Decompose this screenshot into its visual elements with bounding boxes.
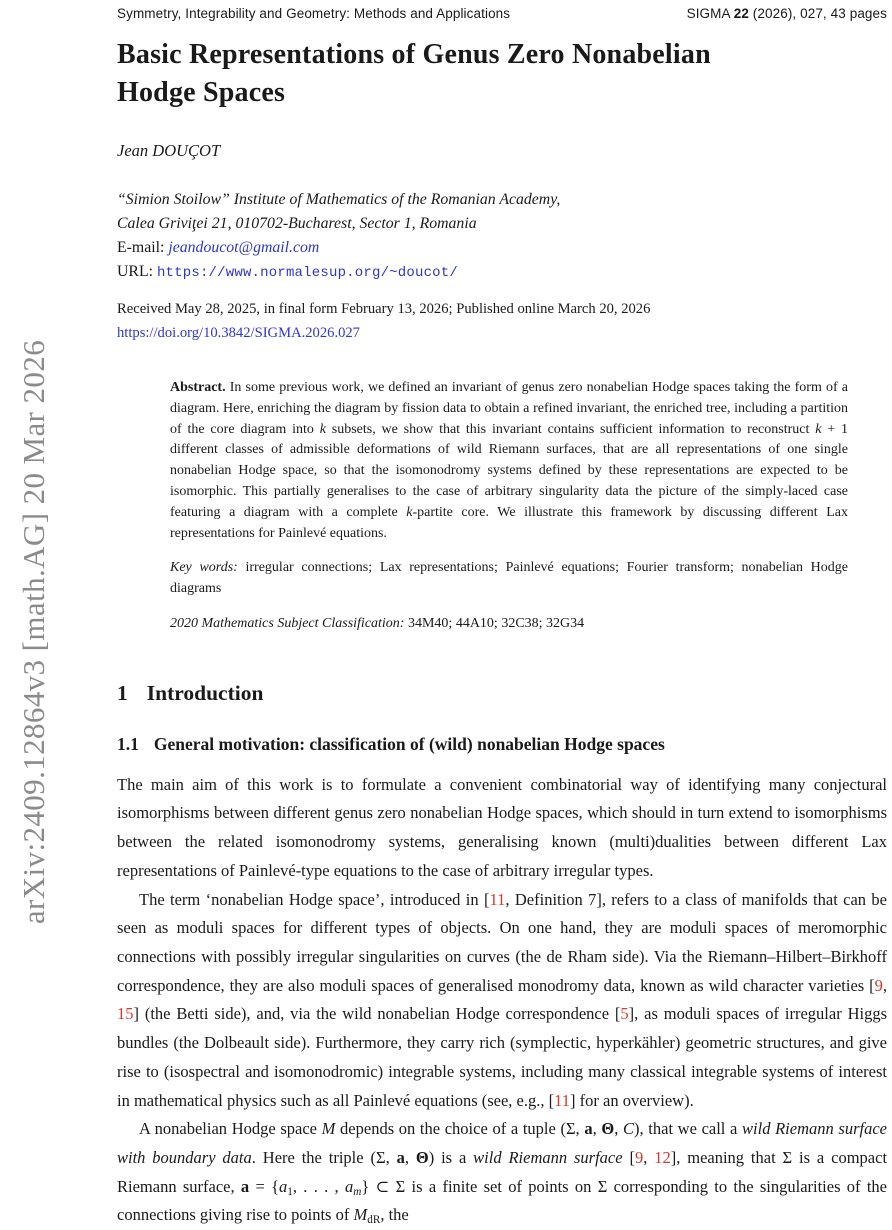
- text-run: The term ‘nonabelian Hodge space’, introduced in [: [139, 889, 490, 909]
- text-run: ] for an overview).: [570, 1090, 694, 1110]
- abstract-label: Abstract.: [170, 380, 226, 395]
- text-run: a: [584, 1119, 593, 1139]
- paragraph-1: [117, 771, 887, 886]
- text-run: The main aim of this work is to formulate a convenient combinatorial way of identifying many conjectural isomorphisms between different genus zero nonabelian Hodge spaces, which should in turn extend to isomorphisms between the related isomonodromy systems, generalising known (multi)dualities between different Lax representations of Painlevé-type equations to the case of arbitrary irregular types.: [117, 774, 887, 880]
- subsection-1-1-heading: [117, 733, 887, 755]
- text-run: ,: [614, 1119, 623, 1139]
- email-label: E-mail:: [117, 239, 165, 256]
- keywords-text: irregular connections; Lax representations; Painlevé equations; Fourier transform; nonabelian Hodge diagrams: [170, 560, 848, 597]
- text-run: M: [353, 1205, 368, 1225]
- affiliation-line-2: Calea Griviţei 21, 010702-Bucharest, Sector 1, Romania: [117, 215, 477, 232]
- subsection-1-1-title: General motivation: classification of (wild) nonabelian Hodge spaces: [153, 733, 665, 754]
- affiliation-line-1: “Simion Stoilow” Institute of Mathematics of the Romanian Academy,: [117, 191, 561, 208]
- citation-link[interactable]: 15: [117, 1004, 134, 1024]
- text-run: M: [321, 1119, 336, 1139]
- email-link[interactable]: jeandoucot@gmail.com: [168, 239, 320, 256]
- text-run: dR: [367, 1214, 381, 1227]
- text-run: a: [240, 1176, 250, 1196]
- msc-text: 34M40; 44A10; 32C38; 32G34: [404, 615, 585, 631]
- introduction-body: [117, 771, 887, 1230]
- abstract-text: [170, 380, 848, 541]
- text-run: a: [396, 1147, 405, 1167]
- citation-link[interactable]: 11: [554, 1090, 571, 1110]
- affiliation-block: [117, 188, 887, 285]
- text-run: k: [815, 421, 822, 437]
- received-line: Received May 28, 2025, in final form February 13, 2026; Published online March 20, 2026: [117, 301, 651, 317]
- text-run: 1: [287, 1185, 293, 1198]
- text-run: a: [279, 1176, 288, 1196]
- text-run: } ⊂ Σ is a finite set of points on Σ corresponding to the singularities of the connections giving rise to points of: [117, 1176, 888, 1225]
- text-run: SIGMA: [686, 6, 734, 21]
- text-run: subsets, we show that this invariant contains sufficient information to reconstruct: [325, 421, 816, 437]
- text-run: a: [344, 1176, 354, 1196]
- citation-link[interactable]: 9: [634, 1147, 644, 1167]
- text-run: = {: [249, 1176, 279, 1196]
- email-line: [117, 236, 887, 260]
- text-run: , . . . ,: [292, 1176, 345, 1196]
- text-run: wild Riemann surface with boundary data: [117, 1119, 887, 1167]
- text-run: wild Riemann surface: [473, 1147, 623, 1167]
- citation-link[interactable]: 12: [654, 1147, 671, 1167]
- text-run: C: [623, 1119, 635, 1139]
- abstract: [170, 378, 848, 544]
- text-run: depends on the choice of a tuple (Σ,: [335, 1119, 585, 1139]
- paper-title-line2: Hodge Spaces: [117, 76, 286, 108]
- text-run: ) is a: [428, 1147, 474, 1167]
- text-run: 22: [733, 6, 749, 21]
- text-run: ,: [882, 975, 887, 995]
- paragraph-3: [117, 1115, 887, 1230]
- text-run: Θ: [415, 1147, 429, 1167]
- text-run: ,: [404, 1147, 416, 1167]
- section-1-heading: [117, 680, 887, 706]
- text-run: k: [406, 504, 413, 520]
- text-run: m: [353, 1185, 362, 1198]
- paper-title-line1: Basic Representations of Genus Zero Nonabelian: [117, 39, 711, 70]
- keywords: [170, 558, 848, 600]
- text-run: ), that we call a: [634, 1119, 743, 1139]
- paragraph-2: [117, 886, 887, 1116]
- running-head: [117, 6, 887, 22]
- section-1-title: Introduction: [146, 680, 264, 705]
- text-run: ,: [643, 1147, 655, 1167]
- text-run: , Definition 7], refers to a class of manifolds that can be seen as moduli spaces for different types of objects. On one hand, they are moduli spaces of meromorphic connections with possibly irregular singularities on curves (the de Rham side). Via the Riemann–Hilbert–Birkhoff correspondence, they are also moduli spaces of generalised monodromy data, known as wild character varieties [: [117, 889, 887, 995]
- text-run: A nonabelian Hodge space: [139, 1119, 322, 1139]
- journal-name: Symmetry, Integrability and Geometry: Methods and Applications: [117, 6, 511, 21]
- paper-title: [117, 36, 887, 111]
- url-line: [117, 260, 887, 285]
- section-1-number: 1: [117, 680, 128, 705]
- text-run: , the: [380, 1205, 409, 1225]
- text-run: k: [319, 421, 326, 437]
- text-run: (2026), 027, 43 pages: [748, 6, 887, 21]
- text-run: ], as moduli spaces of irregular Higgs bundles (the Dolbeault side). Furthermore, they carry rich (symplectic, hyperkähler) geometric structures, and give rise to (isospectral and isomonodromic) integrable systems, including many classical integrable systems of interest in mathematical physics such as all Painlevé equations (see, e.g., [: [117, 1004, 887, 1110]
- keywords-label: Key words:: [170, 560, 238, 576]
- doi-link[interactable]: https://doi.org/10.3842/SIGMA.2026.027: [117, 325, 360, 341]
- url-link[interactable]: https://www.normalesup.org/~doucot/: [156, 265, 458, 281]
- issue-info: [687, 6, 887, 22]
- citation-link[interactable]: 11: [489, 889, 506, 909]
- doi-line: [117, 321, 887, 345]
- arxiv-stamp: arXiv:2409.12864v3 [math.AG] 20 Mar 2026: [16, 339, 51, 925]
- msc: [170, 614, 848, 635]
- text-run: [: [622, 1147, 635, 1167]
- text-run: ], meaning that Σ is a compact Riemann surface,: [117, 1147, 888, 1196]
- text-run: ] (the Betti side), and, via the wild nonabelian Hodge correspondence [: [133, 1004, 621, 1024]
- citation-link[interactable]: 9: [874, 975, 883, 995]
- text-run: ,: [592, 1119, 602, 1139]
- text-run: Θ: [601, 1119, 615, 1139]
- text-run: . Here the triple (Σ,: [251, 1147, 397, 1167]
- text-run: -partite core. We illustrate this framework by discussing different Lax representations for Painlevé equations.: [170, 504, 848, 541]
- subsection-1-1-number: 1.1: [117, 733, 139, 754]
- author-name: Jean DOUÇOT: [117, 141, 221, 160]
- paper-page: [117, 0, 887, 1230]
- citation-link[interactable]: 5: [620, 1004, 629, 1024]
- text-run: + 1 different classes of admissible deformations of wild Riemann surfaces, that are all representations of one single nonabelian Hodge space, so that the isomonodromy systems defined by these representations are expected to be isomorphic. This partially generalises to the case of arbitrary singularity data the picture of the simply-laced case featuring a diagram with a complete: [170, 421, 848, 520]
- url-label: URL:: [117, 263, 153, 280]
- msc-label: 2020 Mathematics Subject Classification:: [170, 615, 405, 631]
- text-run: In some previous work, we defined an invariant of genus zero nonabelian Hodge spaces taking the form of a diagram. Here, enriching the diagram by fission data to obtain a refined invariant, the enriched tree, including a partition of the core diagram into: [170, 380, 848, 437]
